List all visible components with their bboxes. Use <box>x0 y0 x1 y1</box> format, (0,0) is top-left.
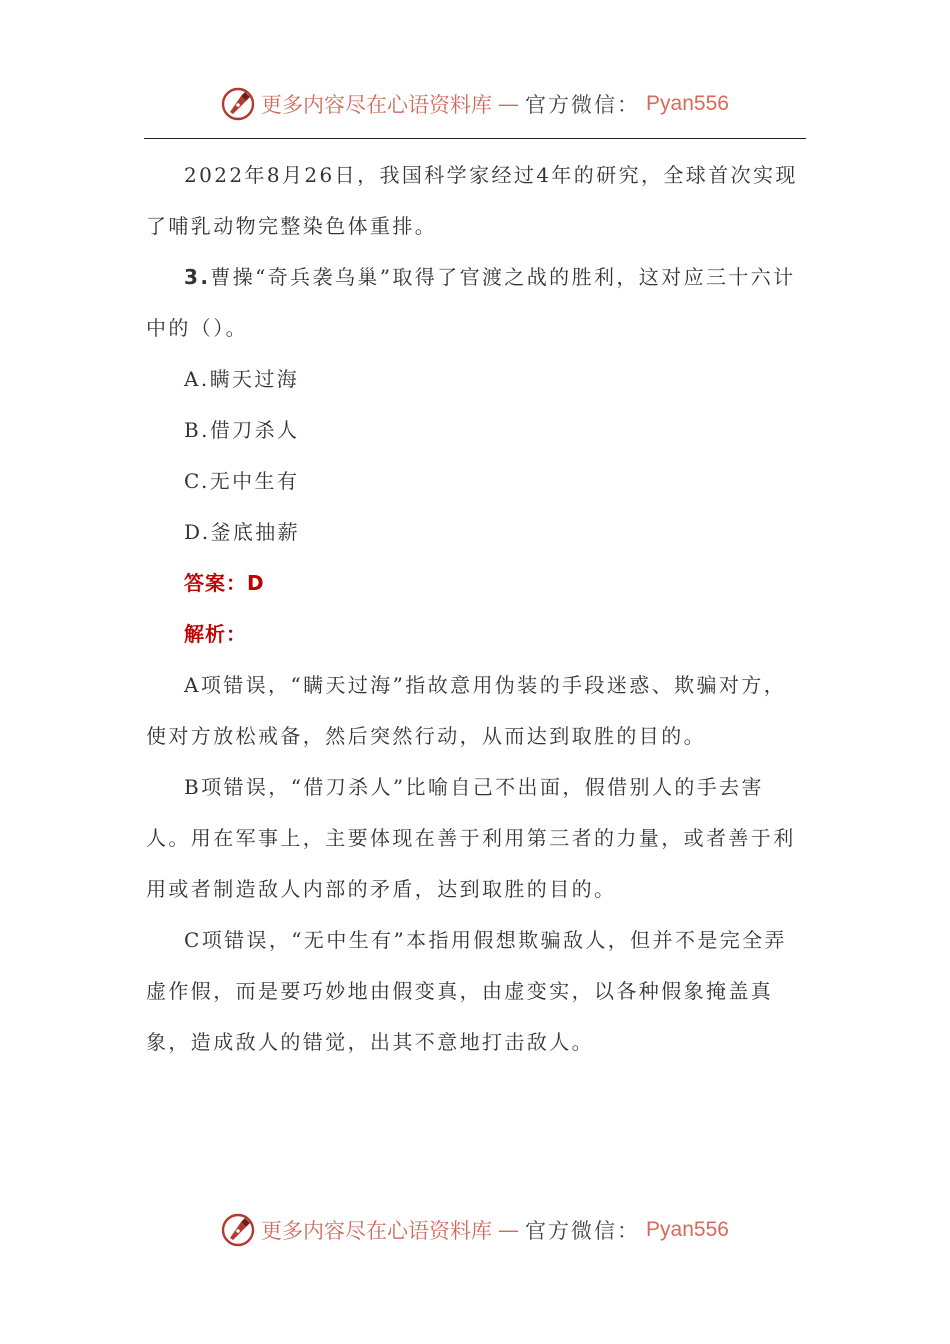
footer-slogan: 更多内容尽在心语资料库 <box>261 1219 493 1243</box>
header-divider <box>144 138 806 139</box>
header-slogan: 更多内容尽在心语资料库 <box>261 93 493 117</box>
footer-wechat-label: 官方微信： <box>525 1219 641 1243</box>
intro-paragraph: 2022年8月26日，我国科学家经过4年的研究，全球首次实现了哺乳动物完整染色体重排。 <box>146 163 798 238</box>
analysis-label: 解析： <box>184 622 247 646</box>
analysis-a: A项错误，“瞒天过海”指故意用伪装的手段迷惑、欺骗对方，使对方放松戒备，然后突然行动，从而达到取胜的目的。 <box>146 673 787 748</box>
header-brand <box>221 87 729 121</box>
header-wechat-label: 官方微信： <box>525 93 641 117</box>
footer-brand <box>221 1213 729 1247</box>
question-paragraph <box>146 252 808 354</box>
page-footer <box>0 1208 950 1252</box>
analysis-label-line <box>146 609 808 660</box>
option-c: C.无中生有 <box>184 469 300 493</box>
option-a: A.瞒天过海 <box>184 367 300 391</box>
answer-line <box>146 558 808 609</box>
page-header <box>0 82 950 126</box>
header-dash: — <box>498 92 520 116</box>
option-d: D.釜底抽薪 <box>184 520 301 544</box>
analysis-b: B项错误，“借刀杀人”比喻自己不出面，假借别人的手去害人。用在军事上，主要体现在善于利用第三者的力量，或者善于利用或者制造敌人内部的矛盾，达到取胜的目的。 <box>146 775 796 901</box>
document-body <box>146 150 808 1068</box>
pen-nib-logo-icon <box>221 87 255 121</box>
question-text: 曹操“奇兵袭乌巢”取得了官渡之战的胜利，这对应三十六计中的（）。 <box>146 265 796 340</box>
question-number: 3. <box>184 265 211 289</box>
footer-dash: — <box>498 1218 520 1242</box>
answer-text: 答案：D <box>184 571 265 595</box>
pen-nib-logo-icon <box>221 1213 255 1247</box>
header-wechat-id: Pyan556 <box>646 92 729 115</box>
option-b: B.借刀杀人 <box>184 418 300 442</box>
analysis-c: C项错误，“无中生有”本指用假想欺骗敌人，但并不是完全弄虚作假，而是要巧妙地由假变真，由虚变实，以各种假象掩盖真象，造成敌人的错觉，出其不意地打击敌人。 <box>146 928 787 1054</box>
footer-wechat-id: Pyan556 <box>646 1218 729 1241</box>
